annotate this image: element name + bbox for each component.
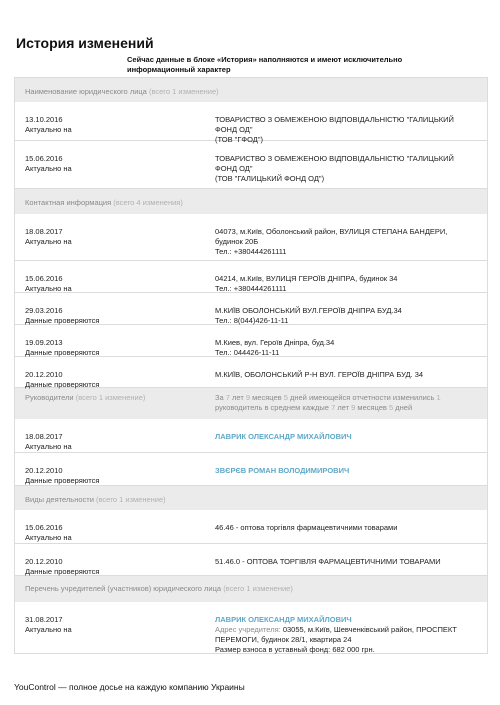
note-part: лет: [229, 393, 246, 402]
section-header: [15, 576, 487, 602]
history-row: [15, 140, 487, 188]
change-date: 20.12.2010: [25, 370, 63, 379]
note-part: 7: [225, 393, 230, 402]
history-section: [15, 486, 487, 576]
value-line: ПЕРЕМОГИ, будинок 28/1, квартира 24: [215, 635, 352, 644]
section-title: [25, 495, 477, 504]
founder-address-line: [215, 625, 477, 635]
change-count: (всего 1 изменение): [75, 393, 146, 402]
note-part: дней имеющейся отчетности изменились: [287, 393, 437, 402]
history-row: [15, 543, 487, 575]
history-section: [15, 189, 487, 388]
note-part: 7: [331, 403, 336, 412]
data-status: Данные проверяются: [25, 348, 100, 357]
row-meta: [25, 115, 215, 135]
row-value: [215, 432, 477, 442]
data-status: Актуально на: [25, 237, 72, 246]
change-count: (всего 4 изменения): [113, 198, 183, 207]
row-value: [215, 523, 477, 533]
value-line: Размер взноса в уставный фонд: 682 000 грн.: [215, 645, 375, 654]
value-line: будинок 20Б: [215, 237, 259, 246]
data-status: Данные проверяются: [25, 380, 100, 389]
info-notice: Сейчас данные в блоке «История» наполняются и имеют исключительно информационный характер: [127, 55, 403, 74]
value-line: М.КИЇВ, ОБОЛОНСЬКИЙ Р-Н ВУЛ. ГЕРОЇВ ДНІПРА БУД. 34: [215, 370, 424, 379]
row-meta: [25, 523, 215, 543]
data-status: Данные проверяются: [25, 567, 100, 576]
page-title: История изменений: [16, 35, 154, 51]
person-link[interactable]: ЛАВРИК ОЛЕКСАНДР МИХАЙЛОВИЧ: [215, 432, 352, 441]
note-part: 5: [389, 403, 394, 412]
history-row: [15, 260, 487, 292]
history-table: [14, 77, 488, 654]
history-row: [15, 452, 487, 485]
row-meta: [25, 306, 215, 326]
data-status: Актуально на: [25, 164, 72, 173]
section-label: Руководители: [25, 393, 74, 402]
row-meta: [25, 370, 215, 390]
row-value: [215, 466, 477, 476]
row-value: [215, 227, 477, 257]
change-date: 29.03.2016: [25, 306, 63, 315]
section-label: Виды деятельности: [25, 495, 94, 504]
note-part: 9: [351, 403, 356, 412]
row-meta: [25, 274, 215, 294]
note-part: За: [215, 393, 226, 402]
history-section: [15, 78, 487, 189]
history-row: [15, 510, 487, 543]
history-row: [15, 324, 487, 356]
person-link[interactable]: ЗВЄРЄВ РОМАН ВОЛОДИМИРОВИЧ: [215, 466, 350, 475]
change-date: 13.10.2016: [25, 115, 63, 124]
change-date: 20.12.2010: [25, 466, 63, 475]
row-value: [215, 274, 477, 294]
data-status: Актуально на: [25, 125, 72, 134]
person-link[interactable]: ЛАВРИК ОЛЕКСАНДР МИХАЙЛОВИЧ: [215, 615, 352, 624]
value-line: (ТОВ "ГФОД"): [215, 135, 263, 144]
change-date: 18.08.2017: [25, 227, 63, 236]
value-line: Тел.: +380444261111: [215, 247, 287, 256]
row-meta: [25, 557, 215, 577]
note-part: руководитель в среднем каждые: [215, 403, 332, 412]
section-header: [15, 189, 487, 214]
row-value: [215, 115, 477, 145]
change-count: (всего 1 изменение): [96, 495, 166, 504]
value-line: 04073, м.Київ, Оболонський район, ВУЛИЦЯ СТЕПАНА БАНДЕРИ,: [215, 227, 448, 236]
change-date: 18.08.2017: [25, 432, 63, 441]
note-part: 9: [245, 393, 251, 402]
value-line: ФОНД ОД": [215, 164, 253, 173]
note-part: месяцев: [355, 403, 390, 412]
change-date: 20.12.2010: [25, 557, 63, 566]
change-date: 19.09.2013: [25, 338, 63, 347]
row-meta: [25, 432, 215, 452]
data-status: Актуально на: [25, 625, 72, 634]
data-status: Актуально на: [25, 533, 72, 542]
row-meta: [25, 338, 215, 358]
value-line: ТОВАРИСТВО З ОБМЕЖЕНОЮ ВІДПОВІДАЛЬНІСТЮ "ГАЛИЦЬКИЙ: [215, 154, 454, 163]
history-row: [15, 419, 487, 452]
section-title: [25, 87, 477, 96]
section-title: [25, 393, 215, 402]
section-label: Наименование юридического лица: [25, 87, 147, 96]
section-header: [15, 486, 487, 510]
address-value: 03055, м.Київ, Шевченківський район, ПРОСПЕКТ: [280, 625, 457, 634]
row-meta: [25, 466, 215, 486]
value-line: ФОНД ОД": [215, 125, 253, 134]
data-status: Данные проверяются: [25, 476, 100, 485]
value-line: Тел.: 8(044)426-11-11: [215, 316, 289, 325]
value-line: Тел.: 044426-11-11: [215, 348, 280, 357]
row-value: [215, 306, 477, 326]
history-row: [15, 214, 487, 260]
change-count: (всего 1 изменение): [223, 584, 293, 593]
note-part: 5: [283, 393, 288, 402]
change-date: 15.06.2016: [25, 523, 63, 532]
value-line: (ТОВ "ГАЛИЦЬКИЙ ФОНД ОД"): [215, 174, 325, 183]
section-title: [25, 198, 477, 207]
section-label: Перечень учредителей (участников) юридического лица: [25, 584, 222, 593]
row-meta: [25, 154, 215, 174]
value-line: 46.46 - оптова торгівля фармацевтичними товарами: [215, 523, 398, 532]
section-header: [15, 388, 487, 419]
address-label: Адрес учредителя:: [215, 625, 281, 634]
note-part: дней: [393, 403, 413, 412]
note-part: месяцев: [250, 393, 284, 402]
row-value: [215, 154, 477, 184]
value-line: М.КИЇВ ОБОЛОНСЬКИЙ ВУЛ.ГЕРОЇВ ДНІПРА БУД.34: [215, 306, 402, 315]
data-status: Данные проверяются: [25, 316, 100, 325]
footer-tagline: YouControl — полное досье на каждую компанию Украины: [14, 682, 245, 692]
value-line: 04214, м.Київ, ВУЛИЦЯ ГЕРОЇВ ДНІПРА, будинок 34: [215, 274, 398, 283]
history-section: [15, 576, 487, 653]
change-count: (всего 1 изменение): [148, 87, 219, 96]
value-line: М.Киев, вул. Героїв Дніпра, буд.34: [215, 338, 335, 347]
history-row: [15, 292, 487, 324]
note-part: лет: [335, 403, 352, 412]
row-meta: [25, 615, 215, 635]
change-date: 15.06.2016: [25, 274, 63, 283]
history-row: [15, 102, 487, 144]
change-date: 31.08.2017: [25, 615, 63, 624]
data-status: Актуально на: [25, 284, 72, 293]
section-label: Контактная информация: [25, 198, 112, 207]
section-note: [215, 393, 477, 413]
row-value: [215, 557, 477, 567]
section-title: [25, 584, 477, 593]
row-value: [215, 338, 477, 358]
row-value: [215, 615, 477, 655]
row-meta: [25, 227, 215, 247]
history-section: [15, 388, 487, 486]
change-date: 15.06.2016: [25, 154, 63, 163]
value-line: ТОВАРИСТВО З ОБМЕЖЕНОЮ ВІДПОВІДАЛЬНІСТЮ "ГАЛИЦЬКИЙ: [215, 115, 454, 124]
data-status: Актуально на: [25, 442, 72, 451]
row-value: [215, 370, 477, 380]
section-header: [15, 78, 487, 102]
value-line: 51.46.0 - ОПТОВА ТОРГІВЛЯ ФАРМАЦЕВТИЧНИМИ ТОВАРАМИ: [215, 557, 441, 566]
history-row: [15, 602, 487, 653]
history-row: [15, 356, 487, 387]
value-line: Тел.: +380444261111: [215, 284, 287, 293]
note-part: 1: [436, 393, 441, 402]
